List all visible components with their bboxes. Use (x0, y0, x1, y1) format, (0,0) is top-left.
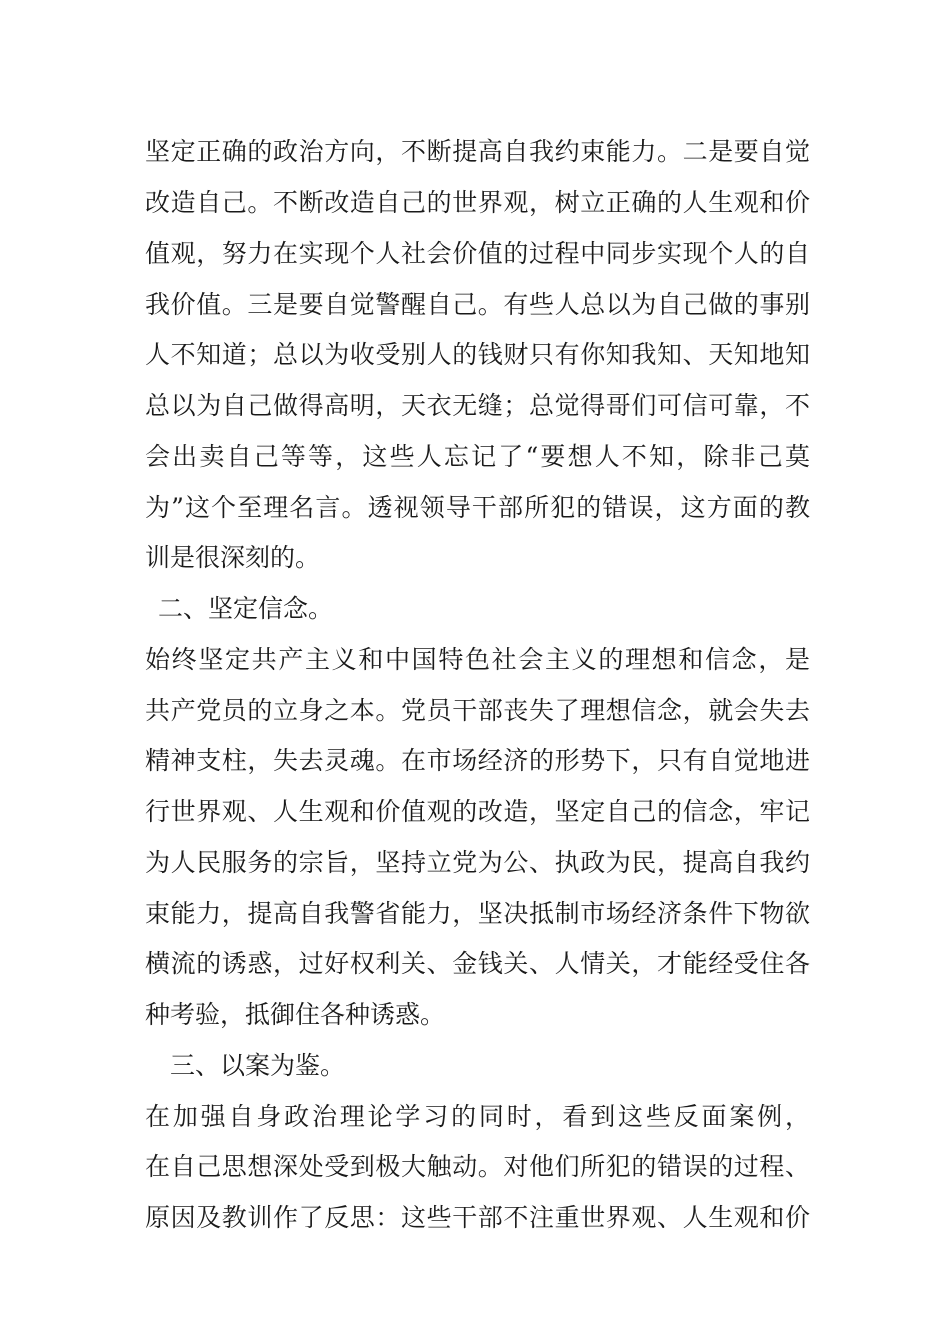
paragraph-line: 行世界观、人生观和价值观的改造，坚定自己的信念，牢记 (145, 797, 810, 826)
paragraph-line: 精神支柱，失去灵魂。在市场经济的形势下，只有自觉地进 (145, 746, 810, 775)
paragraph-line: 在自己思想深处受到极大触动。对他们所犯的错误的过程、 (145, 1152, 810, 1181)
paragraph-line: 在加强自身政治理论学习的同时，看到这些反面案例， (145, 1102, 810, 1131)
paragraph-line: 训是很深刻的。 (145, 543, 321, 572)
paragraph-line: 共产党员的立身之本。党员干部丧失了理想信念，就会失去 (145, 696, 810, 725)
paragraph-line: 原因及教训作了反思：这些干部不注重世界观、人生观和价 (145, 1203, 810, 1232)
paragraph-line: 会出卖自己等等，这些人忘记了“要想人不知，除非己莫 (145, 442, 810, 471)
paragraph-line: 束能力，提高自我警省能力，坚决抵制市场经济条件下物欲 (145, 899, 810, 928)
paragraph-line: 始终坚定共产主义和中国特色社会主义的理想和信念，是 (145, 645, 810, 674)
paragraph-line: 为人民服务的宗旨，坚持立党为公、执政为民，提高自我约 (145, 848, 810, 877)
paragraph-line: 横流的诱惑，过好权利关、金钱关、人情关，才能经受住各 (145, 949, 810, 978)
paragraph-line: 我价值。三是要自觉警醒自己。有些人总以为自己做的事别 (145, 290, 810, 319)
paragraph-line: 改造自己。不断改造自己的世界观，树立正确的人生观和价 (145, 188, 810, 217)
paragraph-line: 值观，努力在实现个人社会价值的过程中同步实现个人的自 (145, 239, 810, 268)
paragraph-line: 总以为自己做得高明，天衣无缝；总觉得哥们可信可靠，不 (145, 391, 810, 420)
section-heading-2: 二、坚定信念。 (158, 594, 334, 623)
paragraph-line: 人不知道；总以为收受别人的钱财只有你知我知、天知地知 (145, 340, 810, 369)
section-heading-3: 三、以案为鉴。 (170, 1051, 346, 1080)
paragraph-line: 种考验，抵御住各种诱惑。 (145, 1000, 446, 1029)
paragraph-line: 坚定正确的政治方向，不断提高自我约束能力。二是要自觉 (145, 137, 810, 166)
paragraph-line: 为”这个至理名言。透视领导干部所犯的错误，这方面的教 (145, 493, 810, 522)
